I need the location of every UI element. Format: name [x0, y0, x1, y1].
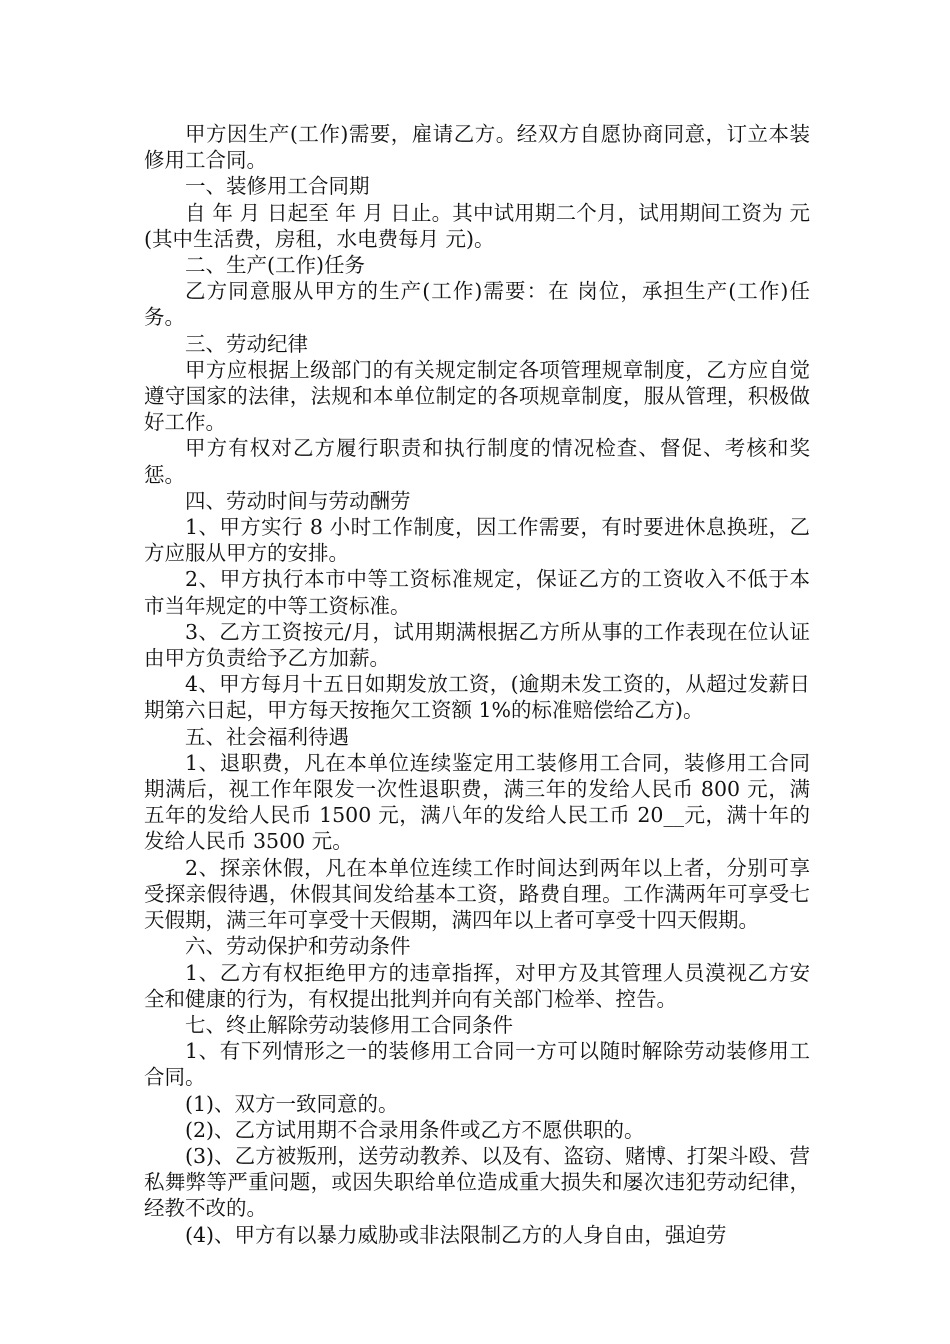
- production-task-paragraph: 乙方同意服从甲方的生产(工作)需要：在 岗位，承担生产(工作)任务。: [144, 279, 810, 330]
- intro-paragraph: 甲方因生产(工作)需要，雇请乙方。经双方自愿协商同意，订立本装修用工合同。: [144, 122, 810, 173]
- termination-item-2: (2)、乙方试用期不合录用条件或乙方不愿供职的。: [185, 1117, 645, 1142]
- section-heading-contract-period: 一、装修用工合同期: [185, 174, 370, 199]
- termination-item-1: (1)、双方一致同意的。: [185, 1091, 399, 1116]
- labor-protection-clause-1: 1、乙方有权拒绝甲方的违章指挥，对甲方及其管理人员漠视乙方安全和健康的行为，有权提出批判并向有关部门检举、控告。: [144, 960, 810, 1011]
- labor-discipline-paragraph-1: 甲方应根据上级部门的有关规定制定各项管理规章制度，乙方应自觉遵守国家的法律，法规和本单位制定的各项规章制度，服从管理，积极做好工作。: [144, 357, 810, 435]
- termination-clause-1: 1、有下列情形之一的装修用工合同一方可以随时解除劳动装修用工合同。: [144, 1039, 810, 1090]
- working-hours-clause-4: 4、甲方每月十五日如期发放工资，(逾期未发工资的，从超过发薪日期第六日起，甲方每天按拖欠工资额 1%的标准赔偿给乙方)。: [144, 672, 810, 723]
- working-hours-clause-1: 1、甲方实行 8 小时工作制度，因工作需要，有时要进休息换班，乙方应服从甲方的安排。: [144, 515, 810, 566]
- working-hours-clause-3: 3、乙方工资按元/月，试用期满根据乙方所从事的工作表现在位认证由甲方负责给予乙方加薪。: [144, 619, 810, 671]
- section-heading-labor-protection: 六、劳动保护和劳动条件: [185, 934, 411, 959]
- contract-period-paragraph: 自 年 月 日起至 年 月 日止。其中试用期二个月，试用期间工资为 元(其中生活费，房租，水电费每月 元)。: [144, 200, 810, 251]
- social-welfare-clause-1: 1、退职费，凡在本单位连续鉴定用工装修用工合同，装修用工合同期满后，视工作年限发一次性退职费，满三年的发给人民币 800 元，满五年的发给人民币 1500 元，满八年的发给人民工币 20__元，满十年的发给人民币 3500 元。: [144, 750, 810, 854]
- section-heading-working-hours-pay: 四、劳动时间与劳动酬劳: [185, 488, 411, 513]
- section-heading-production-task: 二、生产(工作)任务: [185, 253, 365, 278]
- working-hours-clause-2: 2、甲方执行本市中等工资标准规定，保证乙方的工资收入不低于本市当年规定的中等工资标准。: [144, 567, 810, 618]
- section-heading-social-welfare: 五、社会福利待遇: [185, 724, 349, 749]
- section-heading-labor-discipline: 三、劳动纪律: [185, 331, 308, 356]
- contract-body: [144, 121, 810, 1248]
- social-welfare-clause-2: 2、探亲休假，凡在本单位连续工作时间达到两年以上者，分别可享受探亲假待遇，休假其间发给基本工资，路费自理。工作满两年可享受七天假期，满三年可享受十天假期，满四年以上者可享受十四天假期。: [144, 855, 810, 933]
- termination-item-4: (4)、甲方有以暴力威胁或非法限制乙方的人身自由，强迫劳: [185, 1222, 727, 1247]
- section-heading-termination: 七、终止解除劳动装修用工合同条件: [185, 1012, 513, 1037]
- termination-item-3: (3)、乙方被叛刑，送劳动教养、以及有、盗窃、赌博、打架斗殴、营私舞弊等严重问题，或因失职给单位造成重大损失和屡次违犯劳动纪律，经教不改的。: [144, 1143, 810, 1221]
- labor-discipline-paragraph-2: 甲方有权对乙方履行职责和执行制度的情况检查、督促、考核和奖惩。: [144, 436, 810, 487]
